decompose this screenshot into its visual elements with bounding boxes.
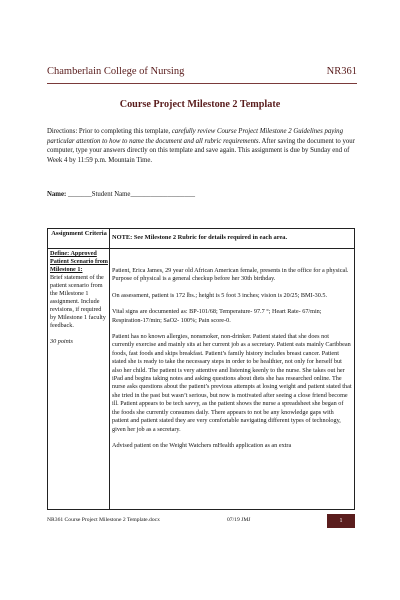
header-note: NOTE: See Milestone 2 Rubric for details required in each area. [112,234,288,241]
column-divider [109,229,110,509]
criteria-title: Define: Approved Patient Scenario from Milestone 1: [50,250,108,273]
directions-after: . After saving the document to your computer, type your answers directly on this template and save again. This assignment is due by Sunday end of Week 4 by 11:59 p.m. Mountain Time. [47,137,355,164]
directions-before: Directions: Prior to completing this template, [47,128,172,135]
page-header [47,66,357,82]
paragraph-advice: Advised patient on the Weight Watchers mHealth application as an extra [112,441,292,449]
page-number: 1 [327,514,355,528]
footer-date: 07/19 JMJ [227,517,251,523]
name-value[interactable]: _______Student Name___________________ [67,191,196,198]
footer-filename: NR361 Course Project Milestone 2 Template.docx [47,517,160,523]
paragraph-history: Patient has no known allergies, nonsmoker, non-drinker. Patient stated that she does not currently exercise and mainly sits at her current job as a secretary. Patient eats mainly Caribbean foods, fast foods and skips breakfast. Patient’s family history includes breast cancer. Patient stated she is ready to take the necessary steps in order to be healthier, not only for herself but also her child. The patient is very attentive and listening keenly to the nurse. She takes out her iPad and begins taking notes and asking questions about diets she has researched online. The nurse asks questions about the patient’s previous attempts at losing weight and patient stated that she tried in the past but wasn’t serious, but now is motivated after seeing a close friend become ill. Patient appears to be tech savvy, as the patient shows the nurse a spreadsheet she began of the foods she currently consumes daily. There appears to not be any knowledge gaps with patient and patient stated they are very comfortable navigating different types of technology, given her job as a secretary. [112,333,352,433]
paragraph-vitals: Vital signs are documented as: BP-101/68; Temperature- 97.7 °; Heart Rate- 67/min; Respiration-17/min; SaO2- 100%; Pain score-0. [112,308,322,324]
criteria-cell [50,250,108,346]
paragraph-intro: Patient, Erica James, 29 year old African American female, presents in the office for a physical. Purpose of physical is a general checkup before her 30th birthday. [112,267,349,283]
document-title: Course Project Milestone 2 Template [119,99,281,110]
directions-text [47,127,363,165]
table-header-row [48,229,354,249]
criteria-description: Brief statement of the patient scenario from the Milestone 1 assignment. Include revisions, if required by Milestone 1 faculty feedback. [50,274,106,329]
course-code: NR361 [326,66,357,77]
page-footer [47,514,355,528]
criteria-points: 30 points [50,338,73,345]
assignment-table [47,228,355,510]
paragraph-assessment: On assessment, patient is 172 lbs.; height is 5 foot 3 inches; vision is 20/25; BMI-30.5. [112,291,328,299]
college-name: Chamberlain College of Nursing [47,66,185,77]
name-field[interactable] [47,191,195,198]
response-cell[interactable] [112,267,352,458]
directions-italic: carefully review Course Project Milestone 2 Guidelines paying particular attention to how to name the document and all rubric requirements [47,128,343,145]
header-criteria: Assignment Criteria [51,230,107,237]
name-label: Name: [47,191,67,198]
header-rule [47,83,357,84]
